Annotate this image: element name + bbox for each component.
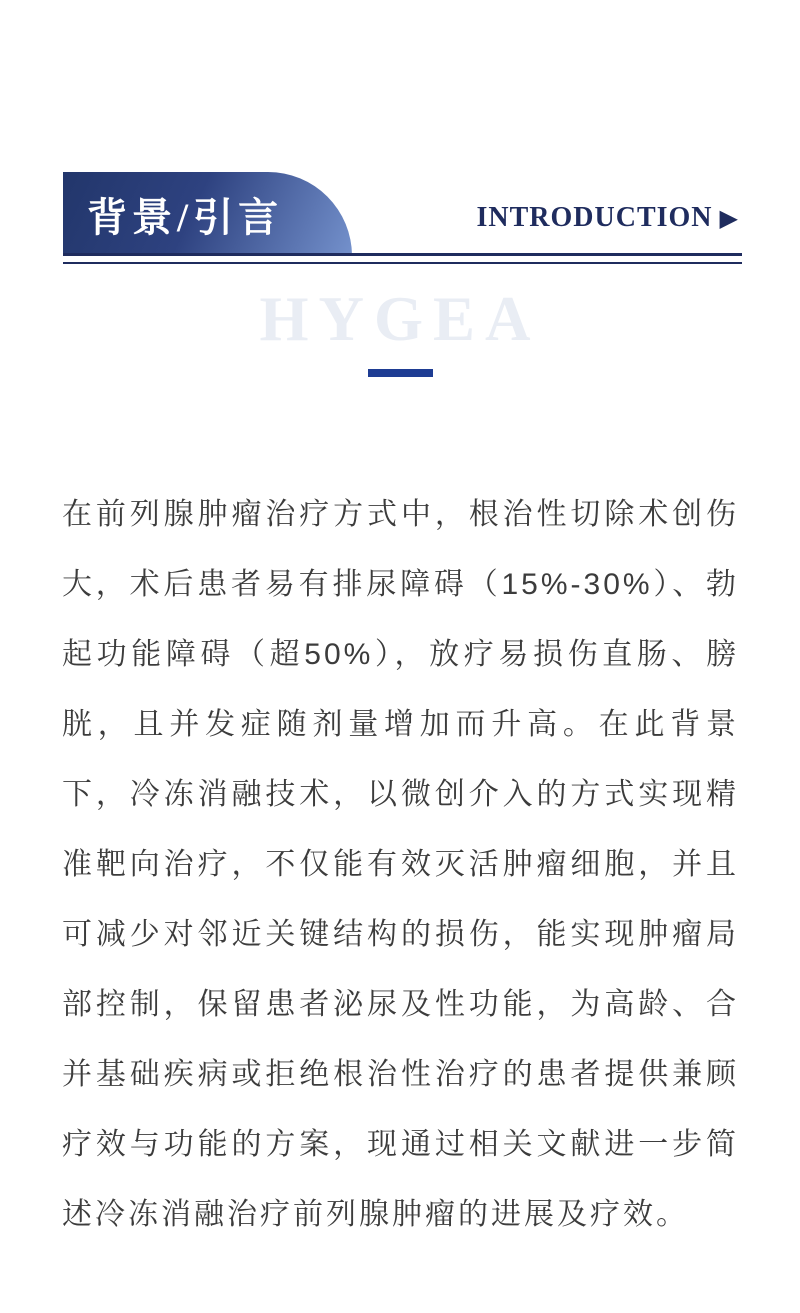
intro-paragraph: 在前列腺肿瘤治疗方式中，根治性切除术创伤大，术后患者易有排尿障碍（15%-30%）、勃起功能障碍（超50%），放疗易损伤直肠、膀胱，且并发症随剂量增加而升高。在此背景下，冷冻消融技术，以微创介入的方式实现精准靶向治疗，不仅能有效灭活肿瘤细胞，并且可减少对邻近关键结构的损伤，能实现肿瘤局部控制，保留患者泌尿及性功能，为高龄、合并基础疾病或拒绝根治性治疗的患者提供兼顾疗效与功能的方案，现通过相关文献进一步简述冷冻消融治疗前列腺肿瘤的进展及疗效。	[62, 498, 739, 1231]
section-title-badge	[63, 172, 352, 256]
section-subtitle	[477, 202, 739, 234]
double-rule-divider	[63, 253, 742, 264]
section-subtitle-text: INTRODUCTION	[476, 202, 713, 233]
watermark-underline-bar	[368, 369, 433, 377]
brand-watermark-text: HYGEA	[259, 284, 541, 354]
arrow-right-icon: ▶	[719, 204, 738, 232]
section-title: 背景/引言	[87, 194, 284, 240]
